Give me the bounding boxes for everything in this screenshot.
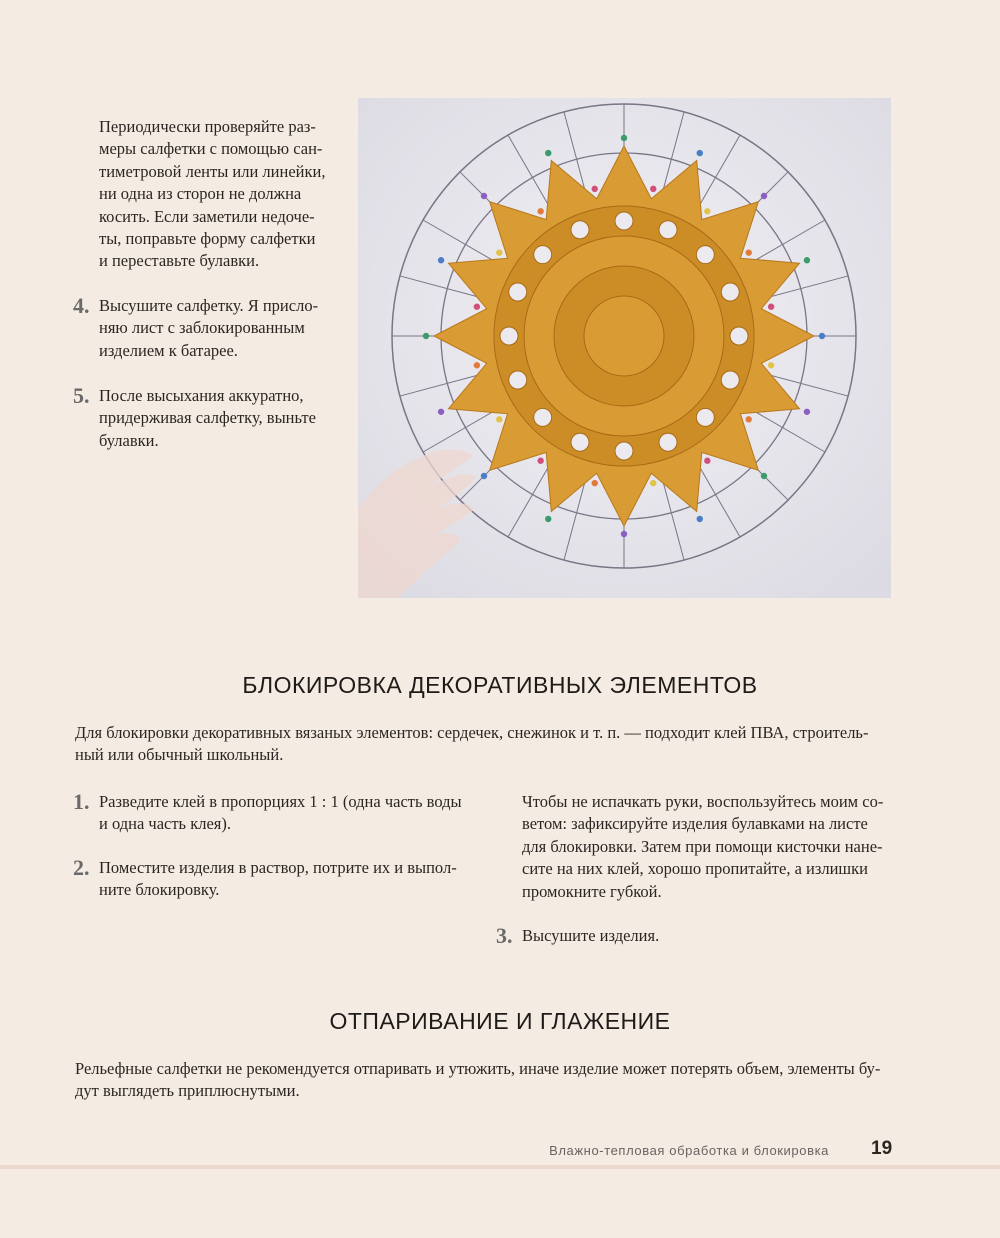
step-line: булавки. [99, 430, 159, 450]
step-line: изделием к батарее. [99, 340, 238, 360]
step-line: придерживая салфетку, выньте [99, 408, 316, 428]
tip-paragraph [522, 791, 892, 903]
intro-line: Периодически проверяйте раз- [99, 117, 316, 136]
step-number: 4. [73, 293, 90, 318]
section2-text [75, 1058, 890, 1103]
tip-line: ветом: зафиксируйте изделия булавками на листе [522, 814, 868, 834]
step-line: Разведите клей в пропорциях 1 : 1 (одна часть воды [99, 792, 462, 811]
tip-line: сите на них клей, хорошо пропитайте, а излишки [522, 859, 868, 879]
tip-line: промокните губкой. [522, 881, 662, 901]
tip-line: Чтобы не испачкать руки, воспользуйтесь моим со- [522, 792, 884, 811]
step-line: Высушите салфетку. Я присло- [99, 296, 319, 315]
step-number: 2. [73, 855, 90, 880]
step-4 [73, 293, 339, 362]
para-line: Рельефные салфетки не рекомендуется отпаривать и утюжить, иначе изделие может потерять объем, элементы бу- [75, 1059, 881, 1078]
intro-line: и переставьте булавки. [99, 251, 260, 271]
step-line: няю лист с заблокированным [99, 318, 305, 338]
step-line: После высыхания аккуратно, [99, 386, 304, 405]
step-number: 1. [73, 789, 90, 814]
section-heading-steaming: ОТПАРИВАНИЕ И ГЛАЖЕНИЕ [329, 1008, 671, 1034]
intro-line: меры салфетки с помощью сан- [99, 139, 323, 159]
intro-line: тиметровой ленты или линейки, [99, 161, 326, 181]
para-line: Для блокировки декоративных вязаных элементов: сердечек, снежинок и т. п. — подходит клей ПВА, строитель- [75, 723, 869, 742]
step-line: ните блокировку. [99, 880, 220, 900]
page-number: 19 [871, 1138, 893, 1159]
step-line: Поместите изделия в раствор, потрите их и выпол- [99, 858, 457, 877]
step-number: 5. [73, 383, 90, 408]
section-heading-blocking: БЛОКИРОВКА ДЕКОРАТИВНЫХ ЭЛЕМЕНТОВ [242, 672, 758, 698]
step-line: Высушите изделия. [522, 926, 660, 945]
step-2 [73, 855, 479, 902]
step-line: и одна часть клея). [99, 814, 231, 834]
step-3 [496, 923, 892, 948]
step-5 [73, 383, 339, 452]
doily-illustration [358, 98, 891, 598]
intro-paragraph [99, 116, 334, 273]
footer-divider [0, 1165, 1000, 1169]
para-line: дут выглядеть приплюснутыми. [75, 1081, 300, 1101]
intro-line: косить. Если заметили недоче- [99, 206, 315, 226]
para-line: ный или обычный школьный. [75, 745, 284, 765]
step-number: 3. [496, 923, 513, 948]
crocheted-doily-photo [358, 98, 891, 598]
step-1 [73, 789, 479, 836]
intro-line: ты, поправьте форму салфетки [99, 229, 316, 249]
section1-intro [75, 722, 890, 767]
tip-line: для блокировки. Затем при помощи кисточки нане- [522, 836, 883, 856]
running-footer-title: Влажно-тепловая обработка и блокировка [549, 1143, 829, 1158]
intro-line: ни одна из сторон не должна [99, 184, 302, 204]
